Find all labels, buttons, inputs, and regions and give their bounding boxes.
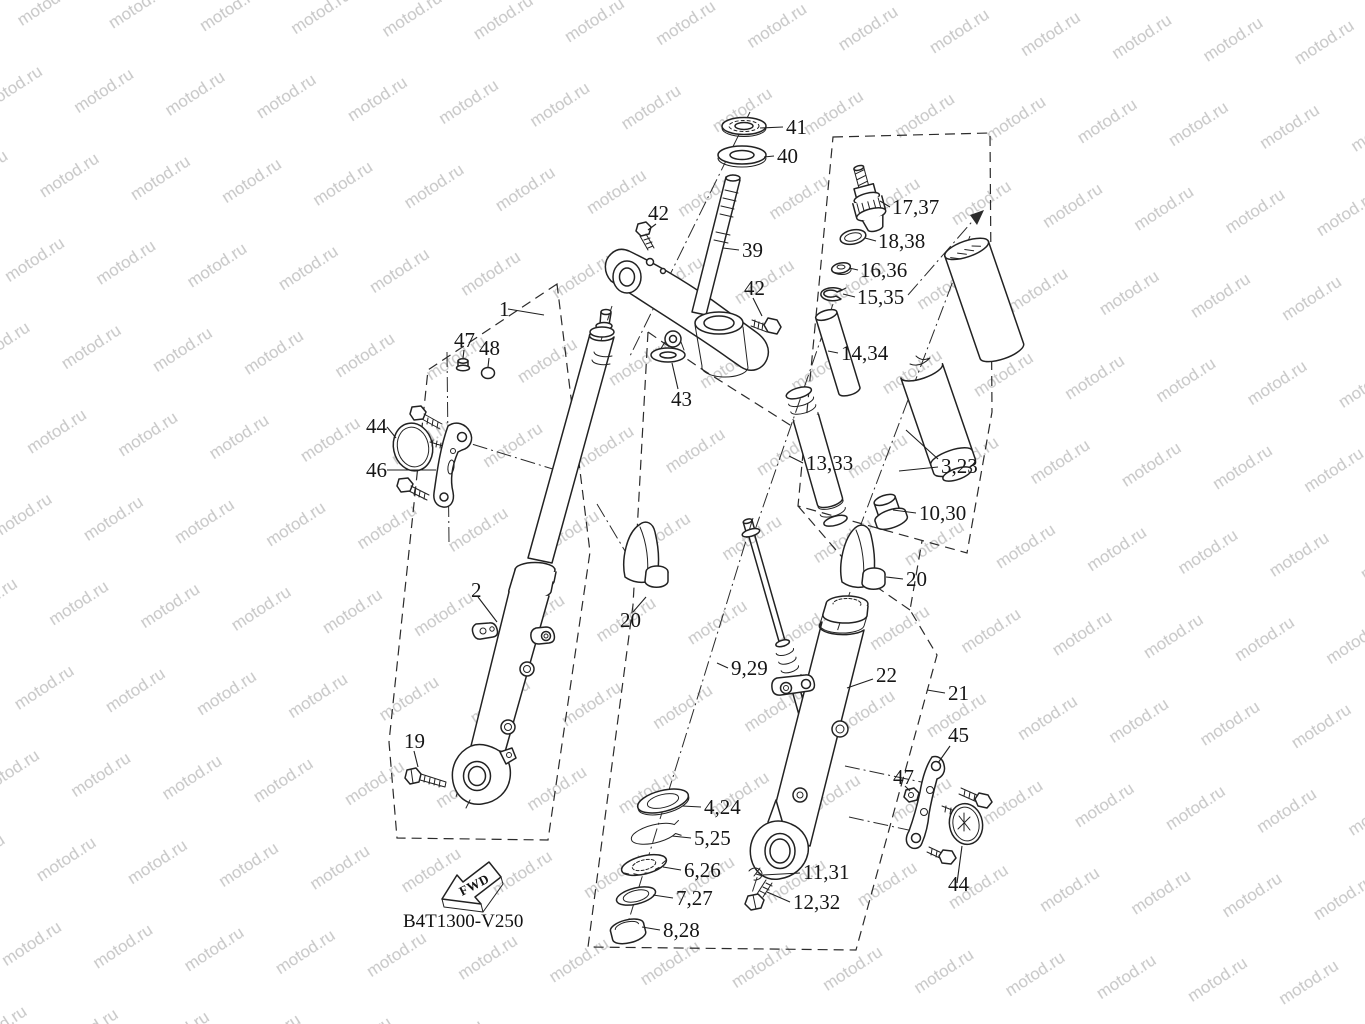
callout-15-35: 15,35	[857, 285, 905, 309]
part-bearing-41	[722, 118, 766, 137]
callout-48: 48	[479, 336, 500, 360]
callout-19: 19	[404, 729, 425, 753]
callout-12-32: 12,32	[793, 890, 841, 914]
callout-1: 1	[499, 297, 510, 321]
callout-14-34: 14,34	[841, 341, 889, 365]
callout-20-middle: 20	[620, 608, 641, 632]
callout-20-right: 20	[906, 567, 927, 591]
callout-42-left: 42	[648, 201, 669, 225]
callout-10-30: 10,30	[919, 501, 967, 525]
callout-41: 41	[786, 115, 807, 139]
callout-16-36: 16,36	[860, 258, 908, 282]
callout-22: 22	[876, 663, 897, 687]
drawing-code: B4T1300-V250	[403, 911, 524, 932]
callout-43: 43	[671, 387, 692, 411]
callout-21: 21	[948, 681, 969, 705]
callout-40: 40	[777, 144, 798, 168]
callout-18-38: 18,38	[878, 229, 926, 253]
part-cap-48	[482, 368, 495, 379]
callout-7-27: 7,27	[676, 886, 713, 910]
callout-5-25: 5,25	[694, 826, 731, 850]
callout-3-23: 3,23	[941, 454, 978, 478]
callout-47-left: 47	[454, 328, 475, 352]
callout-9-29: 9,29	[731, 656, 768, 680]
callout-44-left: 44	[366, 414, 387, 438]
callout-45: 45	[948, 723, 969, 747]
callout-46: 46	[366, 458, 387, 482]
callout-42-right: 42	[744, 276, 765, 300]
callout-44-right: 44	[948, 872, 969, 896]
callout-8-28: 8,28	[663, 918, 700, 942]
callout-11-31: 11,31	[803, 860, 850, 884]
part-nut-47-right	[904, 788, 919, 802]
callout-6-26: 6,26	[684, 858, 721, 882]
callout-13-33: 13,33	[806, 451, 854, 475]
callout-4-24: 4,24	[704, 795, 741, 819]
part-nut-47-left	[457, 359, 470, 371]
callout-47-right: 47	[893, 765, 914, 789]
callout-17-37: 17,37	[892, 195, 940, 219]
fwd-label: FWD	[456, 870, 492, 899]
callout-2: 2	[471, 578, 482, 602]
callout-39: 39	[742, 238, 763, 262]
